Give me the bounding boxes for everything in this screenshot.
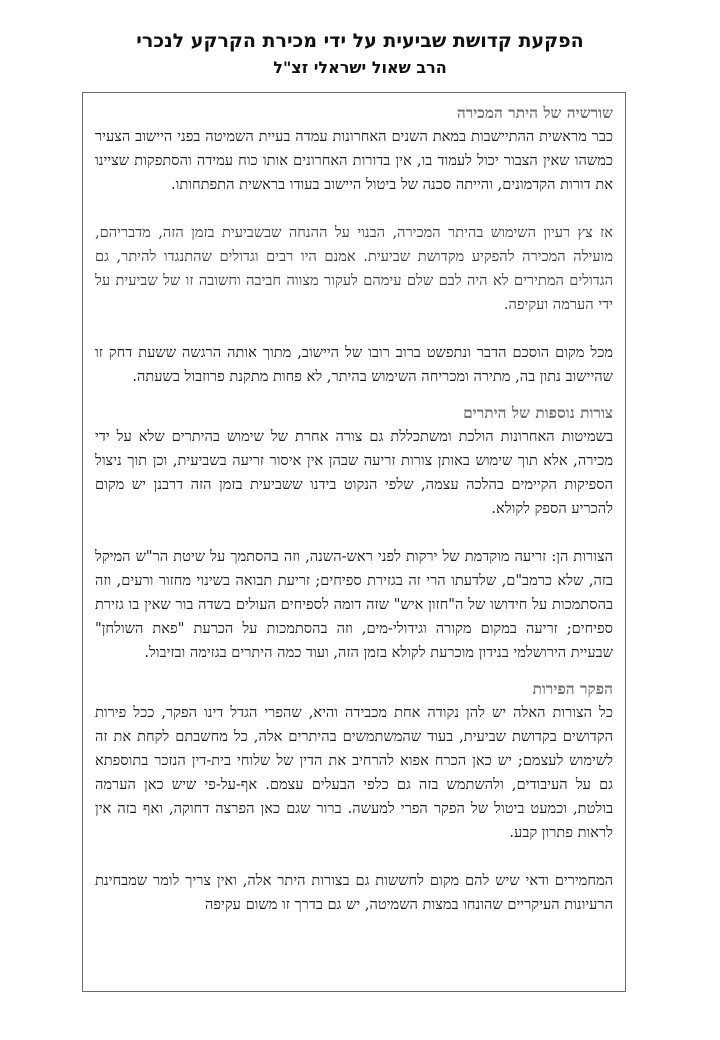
scanned-document-frame <box>82 92 626 992</box>
section-heading: שורשיה של היתר המכירה <box>456 104 613 122</box>
document-body <box>95 101 613 917</box>
section-heading: צורות נוספות של היתרים <box>463 404 613 422</box>
paragraph: הצורות הן: זריעה מוקדמת של ירקות לפני ראש-השנה, וזה בהסתמך על שיטת הר"ש המיקל בזה, שלא כרמב"ם, שלדעתו הרי זה בגזירת ספיחים; זריעת תבואה בשינוי מחזור ורעים, וזה בהסתמכות על חידושו של ה"חזון איש" שזה דומה לספיחים העולים בשדה בור שאין בו גזירת ספיחים; זריעה במקום מקורה וגידולי-מים, וזה בהסתמכות על הכרעת "פאת השולחן" שבעיית הירושלמי בנידון מוכרעת לקולא בזמן הזה, ועוד כמה היתרים בגזימה ובזיבול. <box>95 548 613 661</box>
paragraph: כבר מראשית ההתיישבות במאת השנים האחרונות עמדה בעיית השמיטה בפני היישוב הצעיר כמשהו שאין הצבור יכול לעמוד בו, אין בדורות האחרונים אותו כוח עמידה והסתפקות שציינו את דורות הקדמונים, והייתה סכנה של ביטול היישוב בעודו בראשית התפתחותו. <box>95 128 613 193</box>
paragraph: כל הצורות האלה יש להן נקודה אחת מכבידה והיא, שהפרי הגדל דינו הפקר, ככל פירות הקדושים בקדושת שביעית, בעוד שהמשתמשים בהיתרים אלה, כל מחשבתם לקחת את זה לשימוש לעצמם; יש כאן הכרח אפוא להרחיב את הדין של שלוחי בית-דין הנזכר בתוספתא גם על העיבודים, ולהשתמש בזה גם כלפי הבעלים עצמם. אף-על-פי שיש כאן הערמה בולטת, וכמעט ביטול של הפקר הפרי למעשה. ברור שגם כאן הפרצה דחוקה, ואף בזה אין לראות פתרון קבע. <box>95 704 613 841</box>
paragraph: מכל מקום הוסכם הדבר ונתפשט ברוב רובו של היישוב, מתוך אותה הרגשה ששעת דחק זו שהיישוב נתון בה, מתירה ומכריחה השימוש בהיתר, לא פחות מתקנת פרוזבול בשעתה. <box>95 344 613 385</box>
author-line: הרב שאול ישראלי זצ"ל <box>273 58 447 77</box>
paragraph: בשמיטות האחרונות הולכת ומשתכללת גם צורה אחרת של שימוש בהיתרים שלא על ידי מכירה, אלא תוך שימוש באותן צורות זריעה שבהן אין איסור זריעה בשביעית, וכן תוך ניצול הספיקות הקיימים בהלכה עצמה, שלפי הנקוט בידנו ששביעית בזמן הזה דרבנן יש מקום להכריע הספק לקולא. <box>95 428 613 517</box>
paragraph: המחמירים ודאי שיש להם מקום לחששות גם בצורות היתר אלה, ואין צריך לומר שמבחינת הרעיונות העיקריים שהונחו במצות השמיטה, יש גם בדרך זו משום עקיפה <box>95 872 613 913</box>
paragraph: אז צץ רעיון השימוש בהיתר המכירה, הבנוי על ההנחה שבשביעית בזמן הזה, מדבריהם, מועילה המכירה להפקיע מקדושת שביעית. אמנם היו רבים וגדולים שהתנגדו להיתר, גם הגדולים המתירים לא היה לבם שלם עימהם לעקור מצווה חביבה וחשובה זו של שביעית על ידי הערמה ועקיפה. <box>95 224 613 313</box>
page-title: הפקעת קדושת שביעית על ידי מכירת הקרקע לנכרי <box>136 30 584 52</box>
section-heading: הפקר הפירות <box>532 680 613 698</box>
